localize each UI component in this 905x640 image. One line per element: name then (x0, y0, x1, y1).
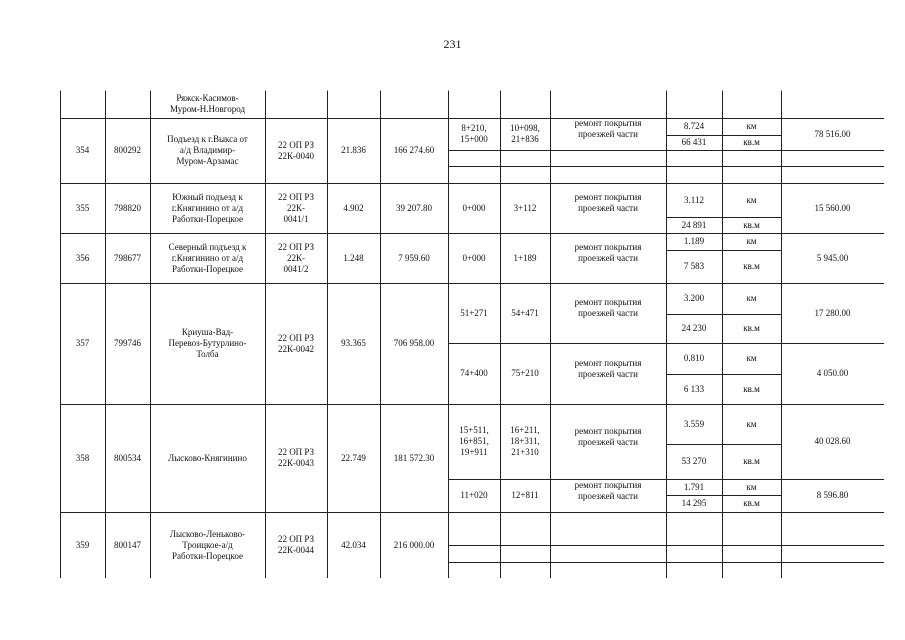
unit-km: км (746, 194, 757, 205)
road-registry-id: 22 ОП РЗ 22К-0040 (277, 139, 315, 161)
quantity-sqm: 24 891 (681, 219, 707, 230)
road-registry-id: 22 ОП РЗ 22К-0044 (277, 534, 315, 555)
unit-km: км (746, 418, 757, 429)
unit-sqm: кв.м (743, 219, 760, 230)
unit-km: км (746, 121, 757, 131)
road-cost: 39 207.80 (396, 202, 432, 213)
segment-total: 8 596.80 (816, 490, 849, 500)
road-length: 22.749 (341, 452, 366, 463)
segment-end: 3+112 (513, 202, 537, 213)
work-type: ремонт покрытия проезжей части (574, 192, 642, 213)
segment-end: 16+211, 18+311, 21+310 (510, 425, 540, 457)
segment-start: 74+400 (460, 368, 488, 378)
segment-total: 78 516.00 (814, 128, 851, 139)
unit-km: км (746, 481, 757, 492)
quantity-km: 3.200 (683, 293, 705, 303)
road-repair-table (60, 90, 884, 578)
road-code: 798820 (114, 202, 141, 213)
road-code: 798677 (114, 252, 141, 263)
segment-end: 1+189 (513, 252, 537, 263)
unit-sqm: кв.м (743, 261, 760, 271)
continued-road-name: Ряжск-Касимов- Муром-Н.Новгород (169, 93, 246, 114)
work-type: ремонт покрытия проезжей части (574, 425, 642, 447)
page-number: 231 (443, 37, 462, 51)
work-type: ремонт покрытия проезжей части (574, 357, 642, 379)
segment-start: 8+210, 15+000 (460, 123, 488, 144)
segment-start: 11+020 (460, 490, 488, 500)
road-length: 42.034 (341, 539, 366, 550)
road-cost: 7 959.60 (398, 252, 430, 263)
row-number: 356 (75, 252, 90, 263)
unit-sqm: кв.м (743, 137, 760, 147)
road-code: 799746 (114, 338, 141, 348)
road-name: Северный подъезд к г.Княгинино от а/д Работки-Порецкое (168, 241, 247, 274)
unit-km: км (746, 293, 757, 303)
segment-total: 4 050.00 (816, 368, 849, 378)
quantity-km: 0.810 (683, 353, 705, 363)
road-length: 4.902 (343, 202, 364, 213)
road-name: Подъезд к г.Выкса от а/д Владимир- Муром-Арзамас (167, 134, 248, 166)
unit-sqm: кв.м (743, 383, 760, 394)
row-number: 357 (75, 338, 90, 348)
road-cost: 216 000.00 (393, 539, 435, 550)
work-type: ремонт покрытия проезжей части (574, 118, 642, 139)
road-registry-id: 22 ОП РЗ 22К-0043 (277, 447, 315, 468)
segment-total: 17 280.00 (814, 307, 851, 318)
segment-start: 0+000 (462, 202, 486, 213)
segment-start: 51+271 (460, 307, 488, 318)
quantity-sqm: 6 133 (683, 383, 705, 394)
segment-total: 15 560.00 (814, 202, 851, 213)
road-cost: 166 274.60 (393, 145, 435, 155)
road-name: Южный подъезд к г.Княгинино от а/д Работки-Порецкое (171, 191, 244, 224)
quantity-sqm: 14 295 (681, 498, 707, 508)
road-registry-id: 22 ОП РЗ 22К- 0041/1 (277, 191, 315, 224)
segment-start: 0+000 (462, 252, 486, 263)
segment-end: 10+098, 21+836 (510, 123, 540, 144)
row-number: 359 (75, 539, 90, 550)
segment-total: 40 028.60 (814, 436, 851, 446)
quantity-km: 3.112 (684, 194, 704, 205)
road-name: Лысково-Княгинино (168, 452, 247, 463)
row-number: 354 (75, 145, 90, 155)
quantity-km: 8.724 (683, 121, 705, 131)
unit-sqm: кв.м (743, 323, 760, 333)
road-length: 21.836 (341, 145, 366, 155)
quantity-sqm: 53 270 (681, 456, 707, 466)
road-registry-id: 22 ОП РЗ 22К- 0041/2 (277, 241, 315, 274)
road-cost: 181 572.30 (393, 452, 435, 463)
row-number: 355 (75, 202, 90, 213)
road-code: 800292 (114, 145, 141, 155)
road-code: 800147 (114, 539, 141, 550)
quantity-km: 1.791 (683, 481, 705, 492)
quantity-km: 3.559 (683, 418, 705, 429)
segment-total: 5 945.00 (816, 252, 849, 263)
row-number: 358 (75, 452, 90, 463)
road-registry-id: 22 ОП РЗ 22К-0042 (277, 332, 315, 354)
road-name: Криуша-Вад- Перевоз-Бутурлино- Толба (168, 327, 247, 359)
unit-sqm: кв.м (743, 456, 760, 466)
quantity-sqm: 66 431 (681, 137, 707, 147)
segment-end: 12+811 (511, 490, 539, 500)
work-type: ремонт покрытия проезжей части (574, 479, 642, 501)
unit-sqm: кв.м (743, 498, 760, 508)
quantity-km: 1.189 (683, 236, 705, 246)
road-name: Лысково-Леньково- Троицкое-а/д Работки-Порецкое (169, 528, 246, 561)
road-code: 800534 (114, 452, 141, 463)
unit-km: км (746, 236, 757, 246)
road-cost: 706 958.00 (393, 338, 435, 348)
road-length: 93.365 (341, 338, 366, 348)
work-type: ремонт покрытия проезжей части (574, 242, 642, 263)
quantity-sqm: 24 230 (681, 323, 707, 333)
segment-end: 54+471 (511, 307, 539, 318)
road-length: 1.248 (343, 252, 364, 263)
segment-start: 15+511, 16+851, 19+911 (459, 425, 489, 457)
segment-end: 75+210 (511, 368, 539, 378)
unit-km: км (746, 353, 757, 363)
work-type: ремонт покрытия проезжей части (574, 297, 642, 318)
quantity-sqm: 7 583 (683, 261, 705, 271)
